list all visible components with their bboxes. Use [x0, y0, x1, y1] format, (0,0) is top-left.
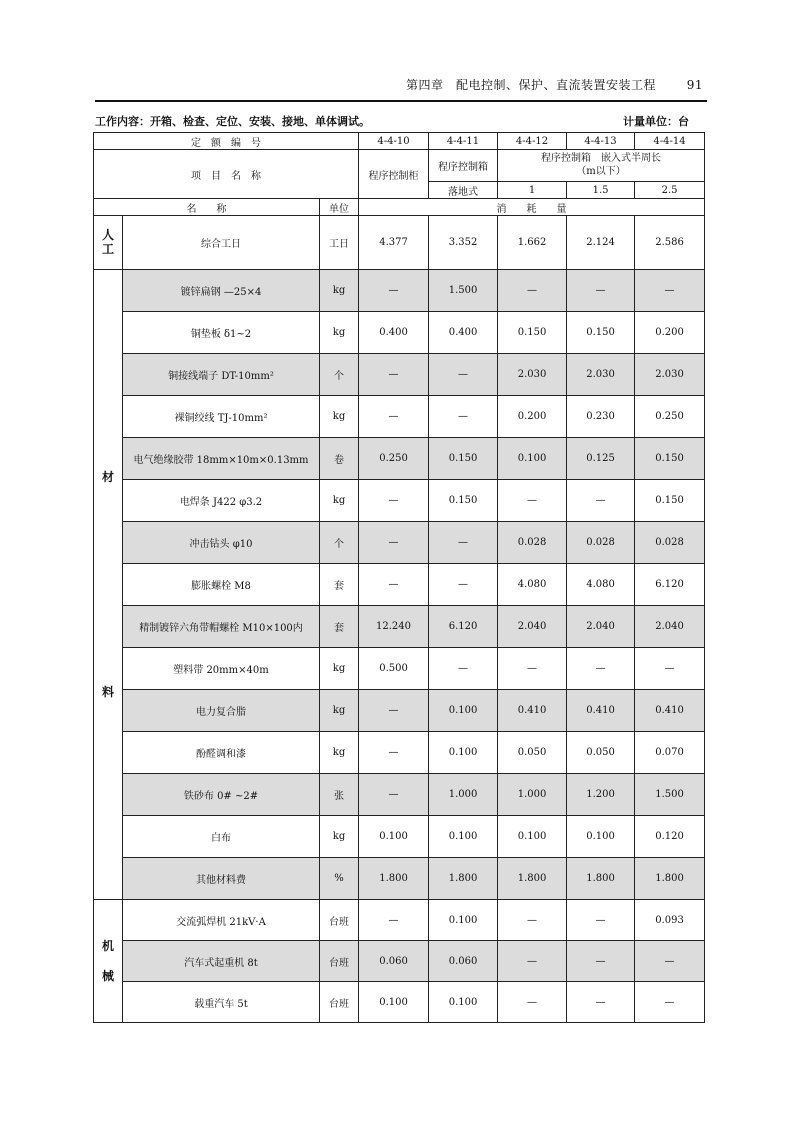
- value-cell: —: [359, 522, 429, 564]
- category-material-1: 材: [101, 470, 114, 485]
- chapter-text: 第四章 配电控制、保护、直流装置安装工程: [406, 78, 657, 92]
- value-cell: —: [429, 354, 498, 396]
- item-unit: kg: [320, 816, 359, 858]
- value-cell: —: [567, 480, 635, 522]
- item-name: 综合工日: [123, 216, 320, 270]
- category-machine-2: 械: [101, 969, 114, 983]
- category-machine-1: 机: [101, 938, 114, 953]
- page-header: [95, 72, 703, 100]
- value-cell: 0.050: [567, 732, 635, 774]
- value-cell: 0.028: [567, 522, 635, 564]
- value-cell: 0.100: [429, 900, 498, 941]
- value-cell: 0.500: [359, 648, 429, 690]
- table-row: [94, 774, 705, 816]
- table-row: [94, 354, 705, 396]
- value-cell: 0.400: [359, 312, 429, 354]
- col2-sub: 落地式: [429, 182, 498, 199]
- header-rule: [95, 100, 707, 102]
- table-row: [94, 564, 705, 606]
- value-cell: 0.410: [567, 690, 635, 732]
- value-cell: 4.377: [359, 216, 429, 270]
- value-cell: —: [498, 480, 567, 522]
- value-cell: 1.500: [635, 774, 705, 816]
- item-name: 电气绝缘胶带 18mm×10m×0.13mm: [123, 438, 320, 480]
- value-cell: 1.000: [498, 774, 567, 816]
- page-number: 91: [686, 78, 703, 92]
- item-name: 电焊条 J422 φ3.2: [123, 480, 320, 522]
- item-unit: 台班: [320, 941, 359, 982]
- table-row: [94, 480, 705, 522]
- value-cell: —: [567, 941, 635, 982]
- table-row: [94, 858, 705, 900]
- value-cell: 2.040: [567, 606, 635, 648]
- col345-sub: 2.5: [635, 182, 705, 199]
- item-name: 电力复合脂: [123, 690, 320, 732]
- value-cell: —: [359, 564, 429, 606]
- item-name: 塑料带 20mm×40m: [123, 648, 320, 690]
- value-cell: 0.250: [635, 396, 705, 438]
- value-cell: 0.093: [635, 900, 705, 941]
- value-cell: 3.352: [429, 216, 498, 270]
- value-cell: 1.800: [359, 858, 429, 900]
- item-name: 铜垫板 δ1~2: [123, 312, 320, 354]
- value-cell: 0.200: [498, 396, 567, 438]
- value-cell: 2.124: [567, 216, 635, 270]
- item-unit: 套: [320, 606, 359, 648]
- item-unit: 工日: [320, 216, 359, 270]
- item-unit: %: [320, 858, 359, 900]
- value-cell: —: [498, 270, 567, 312]
- code-cell: 4-4-14: [635, 133, 705, 150]
- value-cell: 0.060: [429, 941, 498, 982]
- value-cell: 2.030: [498, 354, 567, 396]
- item-name: 铜接线端子 DT-10mm²: [123, 354, 320, 396]
- table-row: [94, 690, 705, 732]
- item-name: 精制镀锌六角带帽螺栓 M10×100内: [123, 606, 320, 648]
- value-cell: 2.040: [635, 606, 705, 648]
- table-row: [94, 438, 705, 480]
- table-row: [94, 606, 705, 648]
- value-cell: 1.800: [498, 858, 567, 900]
- item-name: 膨胀螺栓 M8: [123, 564, 320, 606]
- item-unit: 套: [320, 564, 359, 606]
- value-cell: 6.120: [429, 606, 498, 648]
- value-cell: —: [498, 900, 567, 941]
- value-cell: —: [359, 690, 429, 732]
- unit-label: 计量单位：台: [623, 115, 689, 128]
- value-cell: 0.200: [635, 312, 705, 354]
- value-cell: 0.100: [359, 816, 429, 858]
- value-cell: 0.060: [359, 941, 429, 982]
- value-cell: 12.240: [359, 606, 429, 648]
- item-name: 酚醛调和漆: [123, 732, 320, 774]
- value-cell: 1.500: [429, 270, 498, 312]
- value-cell: —: [498, 648, 567, 690]
- value-cell: 2.040: [498, 606, 567, 648]
- value-cell: 0.070: [635, 732, 705, 774]
- item-unit: 张: [320, 774, 359, 816]
- value-cell: 0.028: [635, 522, 705, 564]
- item-unit: 卷: [320, 438, 359, 480]
- item-unit: 个: [320, 522, 359, 564]
- value-cell: —: [359, 732, 429, 774]
- item-unit: 个: [320, 354, 359, 396]
- table-row: [94, 941, 705, 982]
- value-cell: 1.800: [429, 858, 498, 900]
- value-cell: 0.410: [635, 690, 705, 732]
- item-name: 白布: [123, 816, 320, 858]
- item-name-row: [94, 150, 705, 182]
- value-cell: 0.150: [635, 438, 705, 480]
- value-cell: 2.030: [567, 354, 635, 396]
- value-cell: 0.125: [567, 438, 635, 480]
- column-header-row: [94, 199, 705, 216]
- table-row: [94, 216, 705, 270]
- consume-label: 消 耗 量: [359, 199, 705, 216]
- item-unit: kg: [320, 648, 359, 690]
- table-row: [94, 270, 705, 312]
- value-cell: 0.150: [498, 312, 567, 354]
- value-cell: 0.100: [567, 816, 635, 858]
- value-cell: 0.100: [498, 816, 567, 858]
- item-unit: kg: [320, 732, 359, 774]
- value-cell: 0.410: [498, 690, 567, 732]
- value-cell: 0.150: [635, 480, 705, 522]
- item-unit: kg: [320, 312, 359, 354]
- code-cell: 4-4-11: [429, 133, 498, 150]
- item-name: 其他材料费: [123, 858, 320, 900]
- category-labor: 人工: [94, 216, 123, 270]
- table-row: [94, 396, 705, 438]
- value-cell: 0.050: [498, 732, 567, 774]
- code-cell: 4-4-13: [567, 133, 635, 150]
- item-name: 镀锌扁钢 —25×4: [123, 270, 320, 312]
- item-unit: 台班: [320, 982, 359, 1023]
- work-content: 工作内容：开箱、检查、定位、安装、接地、单体调试。: [95, 115, 370, 128]
- table-row: [94, 522, 705, 564]
- unit-header: 单位: [320, 199, 359, 216]
- value-cell: —: [429, 396, 498, 438]
- value-cell: 0.120: [635, 816, 705, 858]
- value-cell: 0.150: [429, 438, 498, 480]
- value-cell: —: [359, 396, 429, 438]
- value-cell: —: [498, 941, 567, 982]
- item-name: 交流弧焊机 21kV·A: [123, 900, 320, 941]
- item-name: 铁砂布 0# ~2#: [123, 774, 320, 816]
- value-cell: 0.100: [429, 732, 498, 774]
- table-row: [94, 648, 705, 690]
- value-cell: —: [359, 480, 429, 522]
- item-unit: kg: [320, 396, 359, 438]
- col345-line1: 程序控制箱 嵌入式半周长: [541, 153, 662, 164]
- category-material-2: 料: [101, 684, 114, 699]
- quota-table: [93, 132, 705, 1023]
- value-cell: 2.030: [635, 354, 705, 396]
- item-unit: kg: [320, 270, 359, 312]
- value-cell: —: [359, 774, 429, 816]
- value-cell: —: [429, 564, 498, 606]
- chapter-title: [406, 76, 703, 93]
- item-unit: kg: [320, 690, 359, 732]
- value-cell: —: [567, 270, 635, 312]
- value-cell: 1.200: [567, 774, 635, 816]
- item-name: 汽车式起重机 8t: [123, 941, 320, 982]
- name-label: 名 称: [94, 199, 320, 216]
- value-cell: 0.230: [567, 396, 635, 438]
- table-row: [94, 732, 705, 774]
- item-name: 裸铜绞线 TJ-10mm²: [123, 396, 320, 438]
- value-cell: 4.080: [567, 564, 635, 606]
- code-row: [94, 133, 705, 150]
- value-cell: —: [429, 522, 498, 564]
- quota-label: 定 额 编 号: [94, 133, 359, 150]
- item-label: 项 目 名 称: [94, 150, 359, 199]
- value-cell: —: [359, 900, 429, 941]
- value-cell: 0.100: [429, 690, 498, 732]
- value-cell: 6.120: [635, 564, 705, 606]
- table-row: [94, 816, 705, 858]
- col1-name: 程序控制柜: [359, 150, 429, 199]
- item-unit: 台班: [320, 900, 359, 941]
- value-cell: —: [429, 648, 498, 690]
- table-row: [94, 312, 705, 354]
- item-unit: kg: [320, 480, 359, 522]
- col345-line2: （m以下）: [576, 165, 626, 177]
- value-cell: —: [567, 982, 635, 1023]
- value-cell: —: [498, 982, 567, 1023]
- category-machine: [94, 900, 123, 1023]
- value-cell: 0.250: [359, 438, 429, 480]
- table-row: [94, 982, 705, 1023]
- value-cell: 0.028: [498, 522, 567, 564]
- value-cell: —: [567, 900, 635, 941]
- item-name: 载重汽车 5t: [123, 982, 320, 1023]
- value-cell: 4.080: [498, 564, 567, 606]
- table-row: [94, 900, 705, 941]
- value-cell: —: [635, 982, 705, 1023]
- value-cell: 0.100: [359, 982, 429, 1023]
- value-cell: 0.400: [429, 312, 498, 354]
- value-cell: 0.150: [429, 480, 498, 522]
- category-material: [94, 270, 123, 900]
- value-cell: 0.150: [567, 312, 635, 354]
- value-cell: 0.100: [429, 816, 498, 858]
- col2-name: 程序控制箱: [429, 150, 498, 182]
- col345-name: [498, 150, 705, 182]
- item-name: 冲击钻头 φ10: [123, 522, 320, 564]
- col345-sub: 1: [498, 182, 567, 199]
- value-cell: —: [567, 648, 635, 690]
- value-cell: 0.100: [498, 438, 567, 480]
- code-cell: 4-4-12: [498, 133, 567, 150]
- value-cell: —: [635, 941, 705, 982]
- value-cell: 1.800: [635, 858, 705, 900]
- value-cell: —: [635, 270, 705, 312]
- value-cell: 2.586: [635, 216, 705, 270]
- value-cell: 1.800: [567, 858, 635, 900]
- code-cell: 4-4-10: [359, 133, 429, 150]
- value-cell: 1.662: [498, 216, 567, 270]
- col345-sub: 1.5: [567, 182, 635, 199]
- value-cell: 0.100: [429, 982, 498, 1023]
- value-cell: —: [359, 354, 429, 396]
- value-cell: —: [359, 270, 429, 312]
- value-cell: 1.000: [429, 774, 498, 816]
- value-cell: —: [635, 648, 705, 690]
